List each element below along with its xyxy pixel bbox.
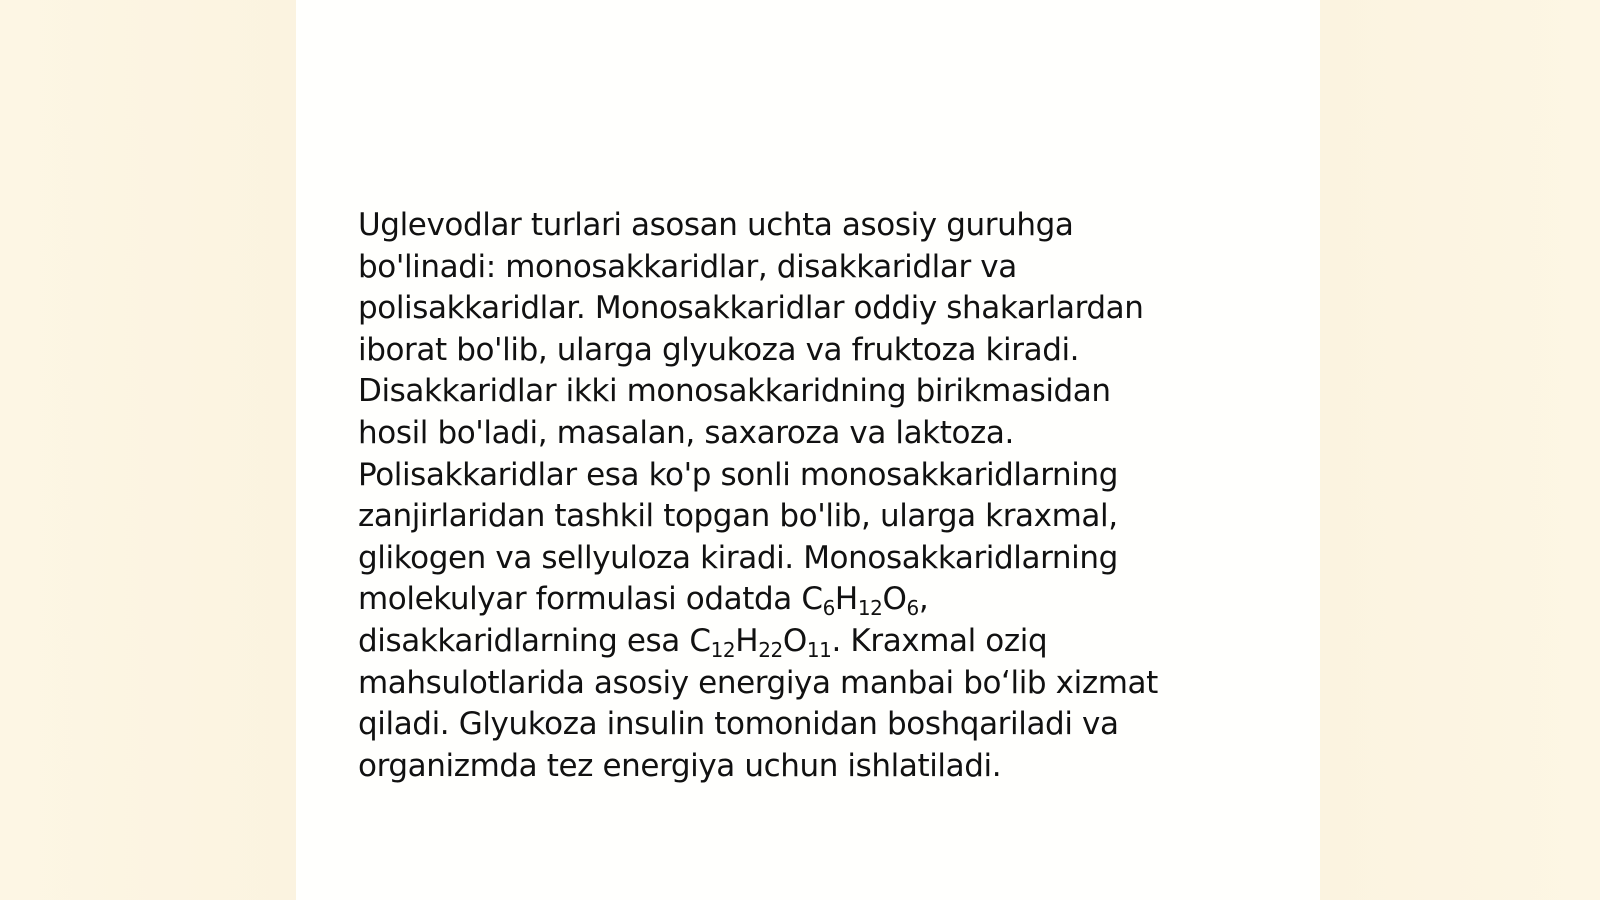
formula-subscript: 11	[806, 637, 832, 662]
text-line: Disakkaridlar ikki monosakkaridning birikmasidan	[358, 373, 1111, 410]
line-suffix: ,	[918, 581, 929, 618]
formula-subscript: 6	[822, 596, 835, 621]
body-paragraph	[358, 205, 1238, 787]
formula-subscript: 22	[758, 637, 783, 662]
text-line: organizmda tez energiya uchun ishlatiladi.	[358, 747, 1002, 784]
text-line: Polisakkaridlar esa ko'p sonli monosakkaridlarning	[358, 456, 1119, 493]
line-prefix: molekulyar formulasi odatda	[358, 581, 802, 618]
text-line-formula-monosaccharide	[358, 579, 1238, 621]
formula-subscript: 12	[710, 637, 736, 662]
text-line: hosil bo'ladi, masalan, saxaroza va laktoza.	[358, 414, 1014, 451]
formula-element: H	[735, 622, 759, 659]
text-line: iborat bo'lib, ularga glyukoza va fruktoza kiradi.	[358, 331, 1080, 368]
document-page	[296, 0, 1320, 900]
formula-glucose	[801, 581, 919, 621]
text-line: polisakkaridlar. Monosakkaridlar oddiy shakarlardan	[358, 290, 1144, 327]
line-prefix: disakkaridlarning esa	[358, 622, 690, 659]
text-line: mahsulotlarida asosiy energiya manbai bo‘lib xizmat	[358, 664, 1158, 701]
formula-element: O	[782, 622, 807, 659]
formula-subscript: 6	[906, 596, 919, 621]
formula-subscript: 12	[857, 596, 883, 621]
right-margin-background	[1320, 0, 1600, 900]
text-line: Uglevodlar turlari asosan uchta asosiy guruhga	[358, 207, 1074, 243]
formula-element: H	[834, 581, 858, 618]
text-line: glikogen va sellyuloza kiradi. Monosakkaridlarning	[358, 539, 1118, 576]
formula-element: C	[689, 622, 711, 659]
text-line: qiladi. Glyukoza insulin tomonidan boshqariladi va	[358, 706, 1119, 743]
text-line-formula-disaccharide	[358, 621, 1238, 663]
text-line: zanjirlaridan tashkil topgan bo'lib, ularga kraxmal,	[358, 498, 1118, 535]
formula-element: O	[882, 581, 907, 618]
line-suffix: . Kraxmal oziq	[831, 622, 1048, 659]
text-line: bo'linadi: monosakkaridlar, disakkaridlar va	[358, 248, 1017, 285]
formula-element: C	[801, 581, 823, 618]
formula-sucrose	[689, 622, 832, 662]
left-margin-background	[0, 0, 296, 900]
